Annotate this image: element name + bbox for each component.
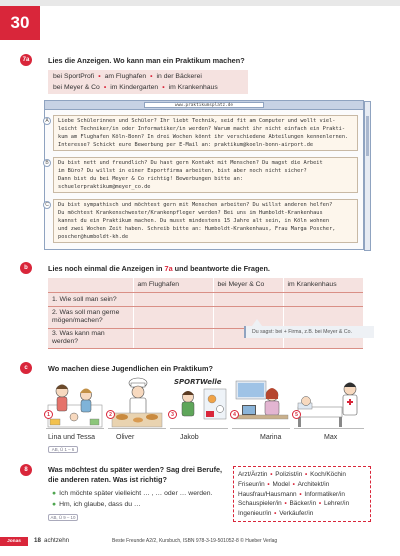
- exercise-badge-7a: 7a: [20, 54, 32, 66]
- name-label: Jakob: [180, 434, 199, 441]
- tag: in der Bäckerei: [156, 73, 202, 80]
- hint-arrow: [252, 319, 262, 326]
- table-header-row: [48, 278, 363, 292]
- job: Hausfrau/Hausmann: [238, 490, 297, 498]
- illustration-hospital: [294, 375, 364, 429]
- table-question: 2. Was soll man gerne mögen/machen?: [48, 306, 133, 328]
- answer-cell[interactable]: [283, 306, 363, 328]
- tag: am Flughafen: [104, 73, 147, 80]
- job: Friseur/in: [238, 480, 265, 488]
- jobs-row: Ingenieur/in • Verkäufer/in: [238, 510, 314, 518]
- table-row: [48, 292, 363, 306]
- answer-cell[interactable]: [133, 292, 213, 306]
- name-label: Oliver: [116, 434, 135, 441]
- ad-line: im Büro? Du willst in einer Exportfirma arbeiten, bist aber noch nicht sicher?: [58, 168, 307, 175]
- picture-number-1: 1: [44, 410, 53, 419]
- workbook-reference: AB, Ü 1 – 6: [48, 446, 78, 453]
- speech-line-1: [52, 490, 212, 497]
- jobs-row: Hausfrau/Hausmann • Informatiker/in: [238, 490, 345, 498]
- answer-cell[interactable]: [133, 328, 213, 348]
- question-text: und beantworte die Fragen.: [172, 264, 270, 273]
- ad-a: [53, 115, 358, 151]
- browser-window: [44, 100, 364, 250]
- column-header: im Krankenhaus: [283, 278, 363, 292]
- tag: im Krankenhaus: [168, 83, 218, 91]
- column-header: bei Meyer & Co: [213, 278, 283, 292]
- page-number: 30: [0, 6, 40, 40]
- job: Arzt/Ärztin: [238, 471, 268, 478]
- speech-text: Ich möchte später vielleicht … , … oder … werden.: [59, 490, 213, 497]
- job: Lehrer/in: [323, 500, 350, 508]
- speech-line-2: [52, 501, 141, 508]
- workbook-reference: AB, Ü 9 – 10: [48, 514, 78, 521]
- speech-bullet-icon: ●: [52, 490, 57, 497]
- ad-line: schuelerpraktikum@meyer_co.de: [58, 184, 151, 191]
- question-ref: 7a: [164, 264, 173, 273]
- ad-b: [53, 157, 358, 193]
- ad-c: [53, 199, 358, 243]
- tags-row-1: bei SportProfi • am Flughafen • in der Bäckerei: [53, 73, 202, 80]
- tag: bei Meyer & Co: [53, 83, 100, 91]
- job: Koch/Köchin: [310, 471, 346, 478]
- ad-line: Du bist nett und freundlich? Du hast gern Kontakt mit Menschen? Du magst die Arbeit: [58, 160, 323, 166]
- exercise-badge-c: c: [20, 362, 32, 374]
- question-text: Lies noch einmal die Anzeigen in: [48, 264, 165, 273]
- job: Informatiker/in: [304, 490, 345, 498]
- speech-text: Hm, ich glaube, dass du …: [59, 501, 141, 508]
- job: Polizist/in: [275, 471, 303, 478]
- column-header: am Flughafen: [133, 278, 213, 292]
- answer-cell[interactable]: [133, 306, 213, 328]
- picture-number-2: 2: [106, 410, 115, 419]
- tags-row-2: bei Meyer & Co • im Kindergarten • im Krankenhaus: [53, 83, 218, 91]
- speech-bullet-icon: ●: [52, 501, 57, 508]
- ad-line: kum am Flughafen Köln-Bonn? In drei Wochen könnt ihr verschiedene Abteilungen kennenlernen.: [58, 134, 349, 141]
- table-corner: [48, 278, 133, 292]
- ad-letter-b: B: [43, 159, 51, 167]
- top-rule: [0, 0, 400, 6]
- shop-sign: SPORTWelle: [174, 378, 222, 386]
- job: Schauspieler/in: [238, 500, 282, 508]
- exercise-8-question-line-1: Was möchtest du später werden? Sag drei Berufe,: [48, 465, 223, 474]
- ad-line: Du bist sympathisch und möchtest gern mit Menschen arbeiten? Du willst anderen helfen?: [58, 202, 333, 208]
- ad-line: poscher@humboldt-kh.de: [58, 234, 129, 241]
- illustration-kindergarten: [46, 375, 104, 429]
- table-row: [48, 306, 363, 328]
- exercise-badge-8: 8: [20, 464, 32, 476]
- job: Architekt/in: [297, 480, 330, 488]
- picture-number-3: 3: [168, 410, 177, 419]
- ad-line: Du möchtest Krankenschwester/Krankenpfleger werden? Bei uns im Humboldt-Krankenhaus: [58, 210, 323, 217]
- name-label: Lina und Tessa: [48, 434, 95, 441]
- tag: bei SportProfi: [53, 73, 95, 80]
- grammar-hint: Du sagst: bei + Firma, z.B. bei Meyer & Co.: [244, 326, 374, 338]
- jobs-row: Schauspieler/in • Bäcker/in • Lehrer/in: [238, 500, 350, 508]
- footer-page-word: achtzehn: [44, 537, 70, 544]
- jobs-row: Arzt/Ärztin • Polizist/in • Koch/Köchin: [238, 471, 346, 478]
- ad-line: Dann bist du bei Meyer & Co richtig! Bewerbungen bitte an:: [58, 176, 243, 183]
- exercise-8-question-line-2: die anderen raten. Was ist richtig?: [48, 475, 167, 484]
- answer-cell[interactable]: [213, 292, 283, 306]
- job: Model: [272, 480, 290, 488]
- scroll-thumb[interactable]: [366, 116, 369, 156]
- ad-line: Liebe Schülerinnen und Schüler? Ihr liebt Technik, seid fit am Computer und wollt viel-: [58, 118, 336, 124]
- name-label: Marina: [260, 434, 282, 441]
- picture-number-4: 4: [230, 410, 239, 419]
- picture-number-5: 5: [292, 410, 301, 419]
- browser-toolbar: [45, 101, 363, 110]
- ad-line: kannst du ein Praktikum machen. Du musst mindestens 15 Jahre alt sein, in Köln wohnen: [58, 218, 330, 225]
- jobs-row: Friseur/in • Model • Architekt/in: [238, 480, 330, 488]
- illustration-airport-office: [232, 375, 290, 429]
- table-question: 1. Wie soll man sein?: [48, 292, 133, 306]
- illustration-sport-shop: [170, 375, 228, 429]
- exercise-b-question: [48, 264, 270, 273]
- tag: im Kindergarten: [110, 83, 159, 91]
- job: Bäcker/in: [289, 500, 317, 508]
- table-question: 3. Was kann man werden?: [48, 328, 133, 348]
- footer-tab: Jonas: [0, 537, 28, 546]
- jobs-box: [233, 466, 371, 522]
- job: Verkäufer/in: [279, 510, 314, 518]
- job: Ingenieur/in: [238, 510, 272, 518]
- illustration-bakery: [108, 375, 166, 429]
- ad-line: und zwei Wochen Zeit haben. Schreib bitte an: Humboldt-Krankenhaus, Frau Marga Poscher,: [58, 226, 336, 233]
- url-bar: www.praktikumsplatz.de: [144, 102, 264, 108]
- exercise-c-question: Wo machen diese Jugendlichen ein Praktikum?: [48, 364, 213, 373]
- answer-cell[interactable]: [283, 292, 363, 306]
- tags-box: [48, 70, 248, 94]
- ad-line: Interesse? Schickt eure Bewerbung per E-Mail an: praktikum@koeln-bonn-airport.de: [58, 142, 314, 149]
- scrollbar[interactable]: [364, 101, 371, 251]
- footer-credit: Beste Freunde A2/2, Kursbuch, ISBN 978-3-19-501052-8 © Hueber Verlag: [112, 538, 278, 544]
- answer-cell[interactable]: [213, 306, 283, 328]
- ad-line: leicht Techniker/in oder Informatiker/in werden? Warum macht ihr nicht einfach ein Prakti-: [58, 126, 346, 133]
- footer-page-number: 18: [34, 537, 41, 544]
- exercise-badge-b: b: [20, 262, 32, 274]
- ad-letter-c: C: [43, 201, 51, 209]
- exercise-7a-question: Lies die Anzeigen. Wo kann man ein Praktikum machen?: [48, 56, 245, 65]
- name-label: Max: [324, 434, 338, 441]
- ad-letter-a: A: [43, 117, 51, 125]
